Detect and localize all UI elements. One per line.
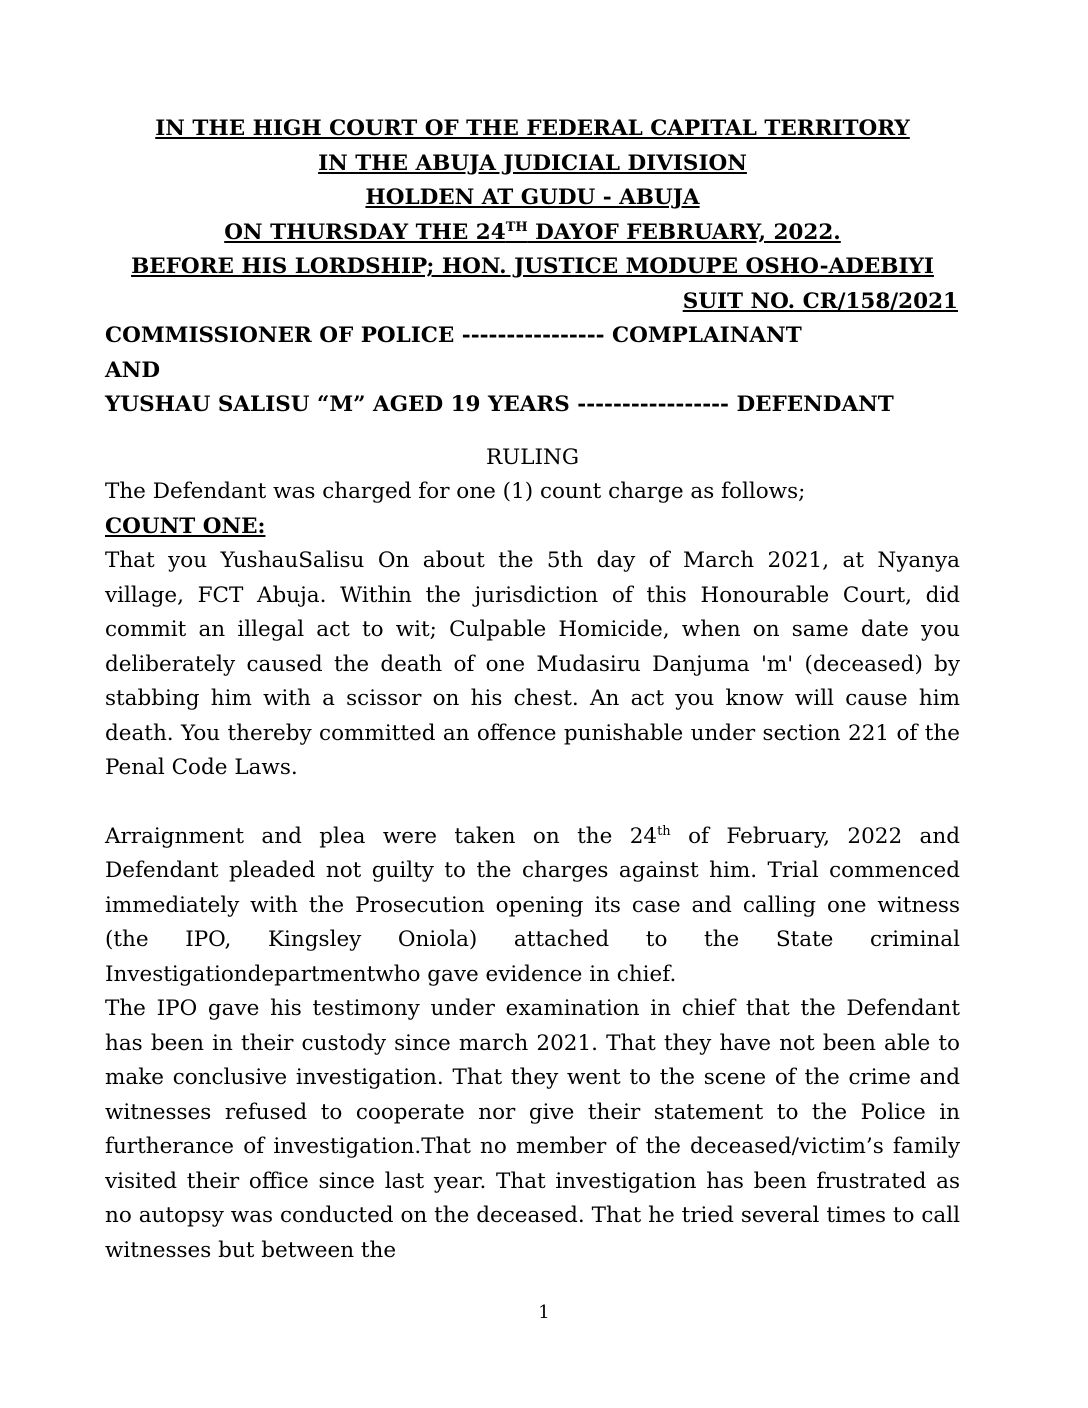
arraignment-paragraph: Arraignment and plea were taken on the 24th of February, 2022 and Defendant pleaded not guilty to the charges against him. Trial commenced immediately with the Prosecution opening its case and calling one witness (the IPO, Kingsley Oniola) attached to the State criminal Investigationdepartmentwho gave evidence in chief.	[105, 823, 960, 987]
court-name: IN THE HIGH COURT OF THE FEDERAL CAPITAL TERRITORY	[155, 116, 910, 141]
intro-paragraph: The Defendant was charged for one (1) count charge as follows;	[105, 479, 806, 504]
page-number: 1	[538, 1302, 550, 1323]
complainant-line: COMMISSIONER OF POLICE ---------------- COMPLAINANT	[105, 323, 802, 348]
hearing-date: ON THURSDAY THE 24TH DAYOF FEBRUARY, 2022.	[224, 219, 841, 245]
count-one-title: COUNT ONE:	[105, 513, 266, 539]
ipo-testimony-paragraph: The IPO gave his testimony under examination in chief that the Defendant has been in their custody since march 2021. That they have not been able to make conclusive investigation. That they went to the scene of the crime and witnesses refused to cooperate nor give their statement to the Police in furtherance of investigation.That no member of the deceased/victim’s family visited their office since last year. That investigation has been frustrated as no autopsy was conducted on the deceased. That he tried several times to call witnesses but between the	[105, 996, 960, 1263]
defendant-line: YUSHAU SALISU “M” AGED 19 YEARS ----------------- DEFENDANT	[105, 392, 894, 417]
judicial-division: IN THE ABUJA JUDICIAL DIVISION	[318, 150, 747, 176]
presiding-judge: BEFORE HIS LORDSHIP; HON. JUSTICE MODUPE OSHO-ADEBIYI	[131, 254, 934, 279]
court-header	[105, 112, 960, 285]
holden-at: HOLDEN AT GUDU - ABUJA	[365, 185, 700, 210]
suit-number: SUIT NO. CR/158/2021	[682, 288, 958, 314]
ruling-title: RULING	[485, 444, 580, 470]
count-one-text: That you YushauSalisu On about the 5th day of March 2021, at Nyanya village, FCT Abuja. Within the jurisdiction of this Honourable Court, did commit an illegal act to wit; Culpable Homicide, when on same date you deliberately caused the death of one Mudasiru Danjuma 'm' (deceased) by stabbing him with a scissor on his chest. An act you know will cause him death. You thereby committed an offence punishable under section 221 of the Penal Code Laws.	[105, 548, 960, 780]
and-line: AND	[105, 357, 160, 383]
